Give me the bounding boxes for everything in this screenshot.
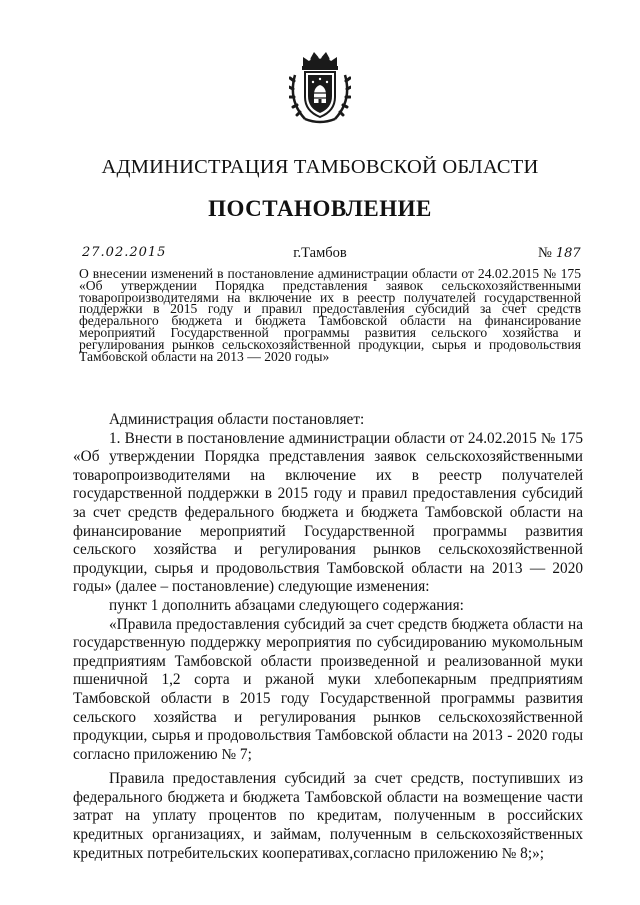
number-value: 187	[555, 246, 581, 261]
body-paragraph-b: Правила предоставления субсидий за счет средств, поступивших из федерального бюджета и бюджета Тамбовской области на возмещение части затрат на уплату процентов по кредитам, полученным в российских кредитных организациях, и займам, полученным в сельскохозяйственных кредитных потребительских кооперативах,согласно приложению № 8;»;	[73, 770, 583, 862]
document-date: 27.02.2015	[82, 245, 167, 260]
document-type-title: ПОСТАНОВЛЕНИЕ	[208, 196, 432, 221]
body-intro: Администрация области постановляет:	[109, 411, 365, 428]
document-number	[538, 245, 581, 262]
body-point-line: пункт 1 дополнить абзацами следующего содержания:	[109, 596, 464, 614]
body-paragraph-a: «Правила предоставления субсидий за счет средств бюджета области на государственную поддержку мероприятия по субсидированию мукомольным предприятиям Тамбовской области произведенной и реализованной муки пшеничной 1,2 сорта и ржаной муки хлебопекарным предприятиям Тамбовской области в 2015 году Государственной программы развития сельского хозяйства и регулирования рынков сельскохозяйственной продукции, сырья и продовольствия Тамбовской области на 2013 - 2020 годы согласно приложению № 7;	[73, 615, 583, 763]
document-subject	[79, 268, 581, 362]
body-item-1: 1. Внести в постановление администрации области от 24.02.2015 № 175 «Об утверждении Порядка представления заявок сельскохозяйственными товаропроизводителями на включение их в реестр получателей государственной поддержки в 2015 году и правил предоставления субсидий за счет средств федерального бюджета и бюджета Тамбовской области на финансирование мероприятий Государственной программы развития сельского хозяйства и регулирования рынков сельскохозяйственной продукции, сырья и продовольствия Тамбовской области на 2013 — 2020 годы» (далее – постановление) следующие изменения:	[73, 429, 583, 596]
organization-name: АДМИНИСТРАЦИЯ ТАМБОВСКОЙ ОБЛАСТИ	[101, 156, 539, 178]
tambov-coat-of-arms-icon	[289, 49, 351, 125]
document-body	[73, 411, 583, 863]
subject-text: О внесении изменений в постановление администрации области от 24.02.2015 № 175 «Об утверждении Порядка представления заявок сельскохозяйственными товаропроизводителями на включение их в реестр получателей государственной поддержки в 2015 году и правил предоставления субсидий за счет средств федерального бюджета и бюджета Тамбовской области на финансирование мероприятий Государственной программы развития сельского хозяйства и регулирования рынков сельскохозяйственной продукции, сырья и продовольствия Тамбовской области на 2013 — 2020 годы»	[79, 266, 581, 364]
document-city: г.Тамбов	[293, 245, 347, 261]
number-prefix: №	[538, 245, 552, 261]
